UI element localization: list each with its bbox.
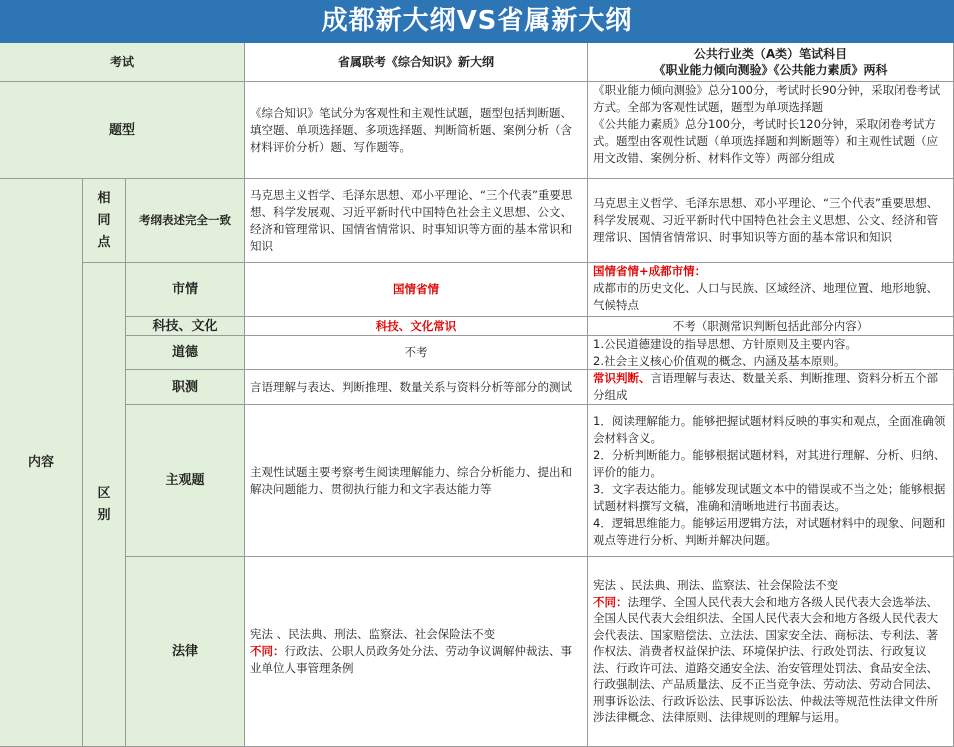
daode-chengdu [588,336,954,370]
keji-chengdu: 不考（职测常识判断包括此部分内容） [588,317,954,336]
zhuguan-label: 主观题 [126,405,245,557]
tixing-chengdu-p2: 《公共能力素质》总分100分，考试时长120分钟，采取闭卷考试方式。题型由客观性试题（单项选择题和判断题等）和主观性试题（应用文改错、案例分析、材料作文等）两部分组成 [593,117,938,165]
label-same-text: 相同点 [97,190,111,250]
tixing-provincial: 《综合知识》笔试分为客观性和主观性试题，题型包括判断题、填空题、单项选择题、多项选择题、判断简析题、案例分析（含材料评价分析）题、写作题等。 [245,82,588,179]
zhuguan-chengdu-1: 1．阅读理解能力。能够把握试题材料反映的事实和观点，全面准确领会材料含义。 [593,413,946,445]
falv-chengdu-1: 宪法 、民法典、刑法、监察法、社会保险法不变 [593,578,839,593]
same-row-label: 考纲表述完全一致 [126,179,245,263]
zhuguan-provincial: 主观性试题主要考察考生阅读理解能力、综合分析能力、提出和解决问题能力、贯彻执行能力和文字表达能力等 [245,405,588,557]
same-provincial: 马克思主义哲学、毛泽东思想、邓小平理论、“三个代表”重要思想、科学发展观、习近平新时代中国特色社会主义思想、公文、经济和管理常识、国情省情常识、时事知识等方面的基本常识和知识 [245,179,588,263]
zhice-chengdu-text: 言语理解与表达、数量关系、判断推理、资料分析五个部分组成 [593,371,938,402]
header-chengdu-line2: 《职业能力倾向测验》《公共能力素质》两科 [653,63,888,77]
zhice-label: 职测 [126,370,245,405]
zhuguan-chengdu-3: 3．文字表达能力。能够发现试题文本中的错误或不当之处；能够根据试题材料撰写文稿，准确和清晰地进行书面表达。 [593,481,946,513]
daode-label: 道德 [126,336,245,370]
falv-chengdu-red: 不同： [593,594,628,609]
daode-chengdu-2: 2.社会主义核心价值观的概念、内涵及基本原则。 [593,354,846,368]
label-same [83,179,126,263]
shiqing-label: 市情 [126,263,245,317]
row-label-neirong: 内容 [0,179,83,747]
zhice-provincial: 言语理解与表达、判断推理、数量关系与资料分析等部分的测试 [245,370,588,405]
falv-provincial-2: 行政法、公职人员政务处分法、劳动争议调解仲裁法、事业单位人事管理条例 [250,644,572,675]
zhuguan-chengdu [588,405,954,557]
shiqing-provincial: 国情省情 [245,263,588,317]
page-title: 成都新大纲VS省属新大纲 [0,0,954,43]
falv-provincial-red: 不同： [250,644,285,658]
header-chengdu-line1: 公共行业类（A类）笔试科目 [693,47,848,61]
falv-provincial-1: 宪法 、民法典、刑法、监察法、社会保险法不变 [250,627,496,641]
header-exam: 考试 [0,43,245,82]
keji-label: 科技、文化 [126,317,245,336]
zhuguan-chengdu-2: 2．分析判断能力。能够根据试题材料，对其进行理解、分析、归纳、评价的能力。 [593,447,946,479]
tixing-chengdu [588,82,954,179]
label-diff [83,263,126,747]
shiqing-chengdu-red: 国情省情+成都市情： [593,264,707,278]
falv-label: 法律 [126,557,245,747]
daode-chengdu-1: 1.公民道德建设的指导思想、方针原则及主要内容。 [593,337,857,351]
zhice-chengdu-red: 常识判断、 [593,371,651,385]
label-diff-text: 区别 [97,485,111,523]
falv-provincial [245,557,588,747]
zhice-chengdu [588,370,954,405]
row-label-tixing: 题型 [0,82,245,179]
same-chengdu: 马克思主义哲学、毛泽东思想、邓小平理论、“三个代表”重要思想、科学发展观、习近平新时代中国特色社会主义思想、公文、经济和管理常识、国情省情常识、时事知识等方面的基本常识和知识 [588,179,954,263]
shiqing-chengdu-text: 成都市的历史文化、人口与民族、区域经济、地理位置、地形地貌、气候特点 [593,281,938,312]
tixing-chengdu-p1: 《职业能力倾向测验》总分100分，考试时长90分钟，采取闭卷考试方式。全部为客观性试题，题型为单项选择题 [593,83,941,114]
falv-chengdu [588,557,954,747]
shiqing-chengdu [588,263,954,317]
header-chengdu [588,43,954,82]
header-provincial: 省属联考《综合知识》新大纲 [245,43,588,82]
falv-chengdu-2: 法理学、全国人民代表大会和地方各级人民代表大会选举法、全国人民代表大会组织法、全国人民代表大会和地方各级人民代表大会代表法、国家赔偿法、立法法、国家安全法、商标法、专利法、著作权法、消费者权益保护法、环境保护法、行政处罚法、行政复议法、行政许可法、道路交通安全法、治安管理处罚法、食品安全法、行政强制法、产品质量法、反不正当竞争法、劳动法、劳动合同法、刑事诉讼法、行政诉讼法、民事诉讼法、仲裁法等规范性法律文件所涉法律概念、法律原则、法律规则的理解与运用。 [593,594,938,725]
daode-provincial: 不考 [245,336,588,370]
keji-provincial: 科技、文化常识 [245,317,588,336]
zhuguan-chengdu-4: 4．逻辑思维能力。能够运用逻辑方法，对试题材料中的现象、问题和观点等进行分析、判断并解决问题。 [593,515,946,547]
